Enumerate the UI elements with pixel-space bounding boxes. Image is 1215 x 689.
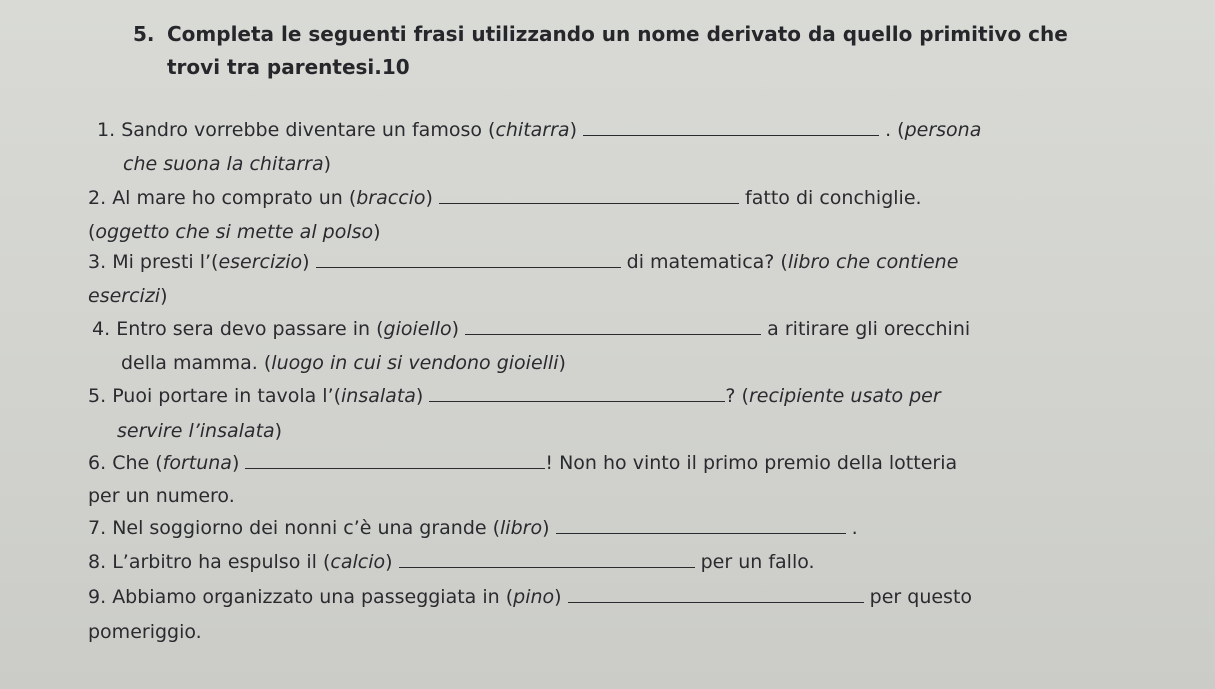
item-6-line1: 6. Che (fortuna) ! Non ho vinto il primo premio della lotteria [88,452,958,474]
item-4-line2: della mamma. (luogo in cui si vendono gioielli) [121,352,566,374]
item-9-line2: pomeriggio. [88,621,202,643]
item-2-line1: 2. Al mare ho comprato un (braccio) fatto di conchiglie. [88,187,922,209]
item-3-line2: esercizi) [88,285,168,307]
answer-blank-1[interactable] [583,117,879,136]
answer-blank-5[interactable] [429,383,725,402]
item-6-line2: per un numero. [88,485,235,507]
answer-blank-7[interactable] [556,515,846,534]
exercise-number: 5. [133,22,155,46]
item-9-line1: 9. Abbiamo organizzato una passeggiata in (pino) per questo [88,586,973,608]
item-7-line1: 7. Nel soggiorno dei nonni c’è una grande (libro) . [88,517,858,539]
item-5-line2: servire l’insalata) [117,420,283,442]
answer-blank-6[interactable] [245,450,545,469]
answer-blank-4[interactable] [465,316,761,335]
exercise-title-line1: Completa le seguenti frasi utilizzando un nome derivato da quello primitivo che [167,22,1068,46]
item-8-line1: 8. L’arbitro ha espulso il (calcio) per un fallo. [88,551,815,573]
answer-blank-9[interactable] [568,584,864,603]
item-2-line2: (oggetto che si mette al polso) [88,221,381,243]
item-4-line1: 4. Entro sera devo passare in (gioiello) a ritirare gli orecchini [92,318,971,340]
item-1-line1: 1. Sandro vorrebbe diventare un famoso (chitarra) . (persona [97,119,982,141]
exercise-title-line2: trovi tra parentesi.10 [167,55,410,79]
answer-blank-2[interactable] [439,185,739,204]
exercise-heading [133,18,1133,84]
answer-blank-3[interactable] [316,249,621,268]
item-1-line2: che suona la chitarra) [123,153,332,175]
item-5-line1: 5. Puoi portare in tavola l’(insalata) ? (recipiente usato per [88,385,941,407]
answer-blank-8[interactable] [399,549,695,568]
item-3-line1: 3. Mi presti l’(esercizio) di matematica? (libro che contiene [88,251,959,273]
